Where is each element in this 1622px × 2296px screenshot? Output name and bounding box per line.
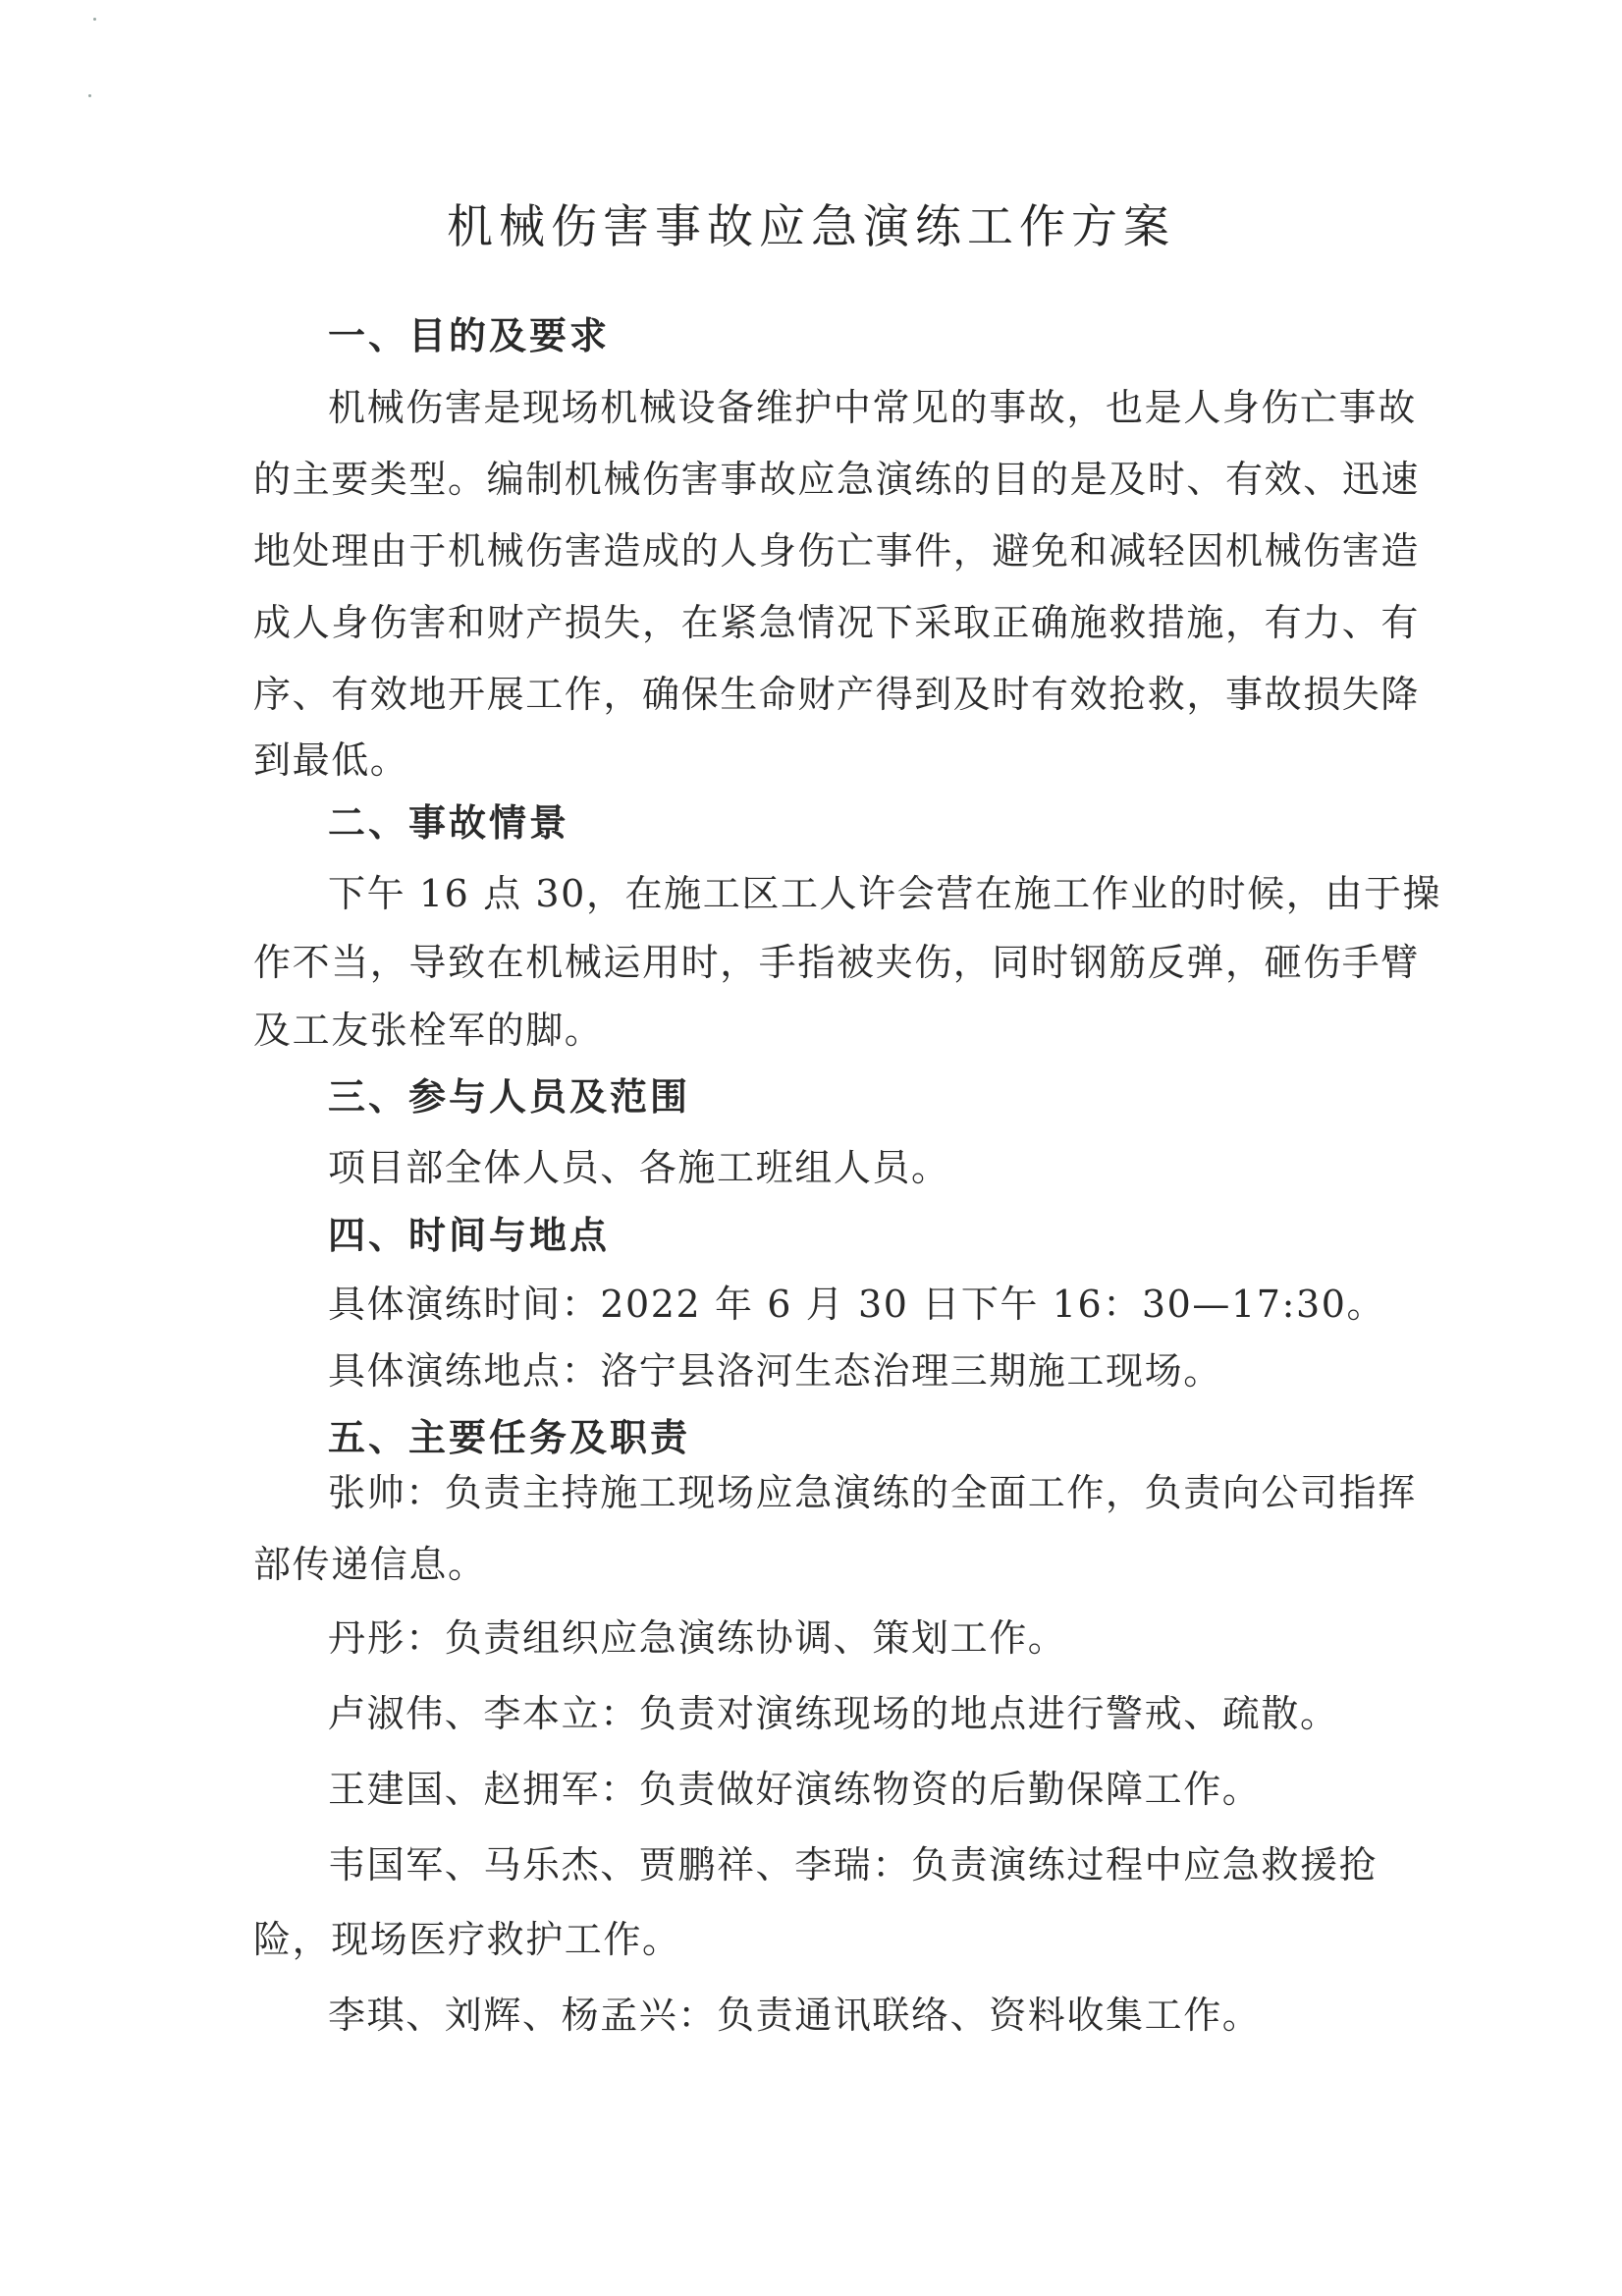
- paragraph-line: 李琪、刘辉、杨孟兴：负责通讯联络、资料收集工作。: [328, 1994, 1262, 2037]
- section-heading-5: 五、主要任务及职责: [328, 1416, 691, 1459]
- scan-speck: [93, 18, 96, 21]
- paragraph-line: 序、有效地开展工作，确保生命财产得到及时有效抢救，事故损失降: [253, 673, 1421, 716]
- paragraph-line: 险，现场医疗救护工作。: [253, 1918, 681, 1961]
- paragraph-line: 张帅：负责主持施工现场应急演练的全面工作，负责向公司指挥: [328, 1471, 1417, 1514]
- paragraph-line: 作不当，导致在机械运用时，手指被夹伤，同时钢筋反弹，砸伤手臂: [253, 941, 1421, 984]
- paragraph-line: 下午 16 点 30，在施工区工人许会营在施工作业的时候，由于操: [328, 872, 1442, 915]
- paragraph-line: 的主要类型。编制机械伤害事故应急演练的目的是及时、有效、迅速: [253, 458, 1421, 501]
- paragraph-line: 部传递信息。: [253, 1543, 487, 1586]
- section-heading-2: 二、事故情景: [328, 801, 570, 845]
- scan-speck: [88, 94, 91, 97]
- paragraph-line: 具体演练时间：2022 年 6 月 30 日下午 16：30—17:30。: [328, 1283, 1386, 1326]
- paragraph-line: 到最低。: [253, 738, 409, 782]
- paragraph-line: 机械伤害是现场机械设备维护中常见的事故，也是人身伤亡事故: [328, 386, 1417, 429]
- paragraph-line: 王建国、赵拥军：负责做好演练物资的后勤保障工作。: [328, 1768, 1262, 1811]
- section-heading-3: 三、参与人员及范围: [328, 1075, 691, 1119]
- section-heading-4: 四、时间与地点: [328, 1214, 611, 1257]
- paragraph-line: 卢淑伟、李本立：负责对演练现场的地点进行警戒、疏散。: [328, 1692, 1339, 1735]
- paragraph-line: 丹彤：负责组织应急演练协调、策划工作。: [328, 1616, 1067, 1660]
- document-title: 机械伤害事故应急演练工作方案: [447, 200, 1175, 254]
- section-heading-1: 一、目的及要求: [328, 314, 611, 357]
- paragraph-line: 及工友张栓军的脚。: [253, 1009, 604, 1052]
- paragraph-line: 具体演练地点：洛宁县洛河生态治理三期施工现场。: [328, 1349, 1222, 1393]
- paragraph-line: 成人身伤害和财产损失，在紧急情况下采取正确施救措施，有力、有: [253, 601, 1421, 644]
- paragraph-line: 韦国军、马乐杰、贾鹏祥、李瑞：负责演练过程中应急救援抢: [328, 1843, 1379, 1886]
- paragraph-line: 项目部全体人员、各施工班组人员。: [328, 1146, 950, 1189]
- paragraph-line: 地处理由于机械伤害造成的人身伤亡事件，避免和减轻因机械伤害造: [253, 529, 1421, 573]
